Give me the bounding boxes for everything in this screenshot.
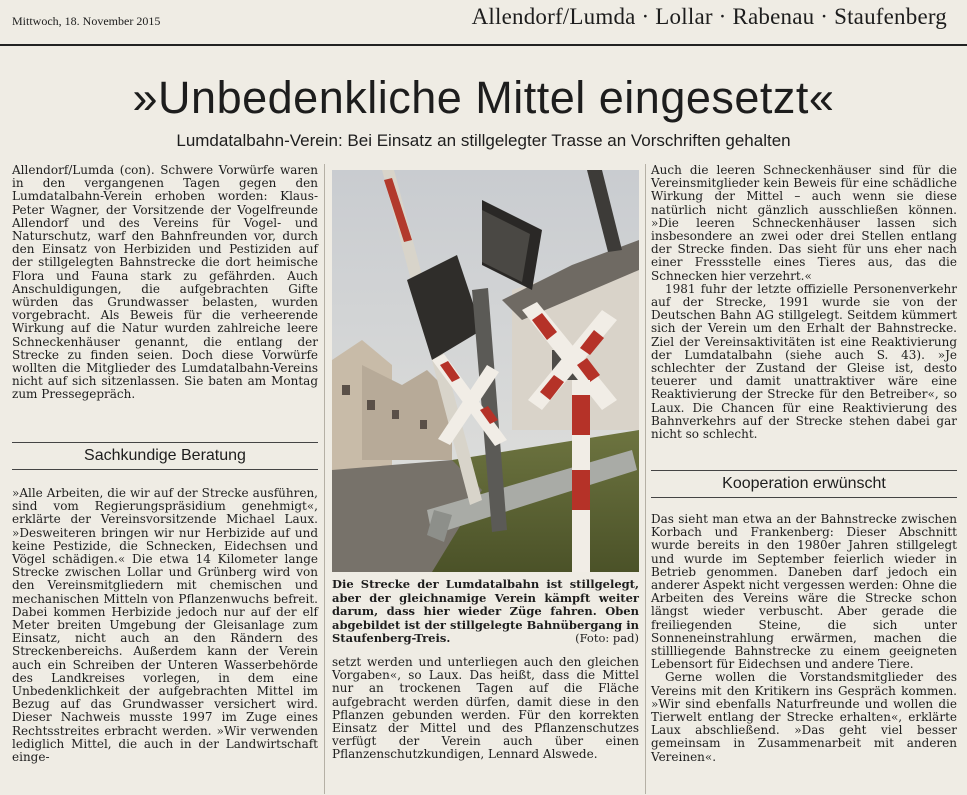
article-paragraph: 1981 fuhr der letzte offizielle Personenverkehr auf der Strecke, 1991 wurde sie von der Deutschen Bahn AG stillgelegt. Seitdem kümmert sich der Verein um den Erhalt der Bahnstrecke. Ziel der Vereinsaktivitäten ist eine Reaktivierung der Lumdatalbahn (siehe auch S. 43). »Je schlechter der Zustand der Gleise ist, desto teuerer und damit unattraktiver wäre eine Reaktivierung der Strecke für den Betreiber«, so Laux. Die Chancen für eine Reaktivierung des Bahnverkehrs auf der Strecke stehen dabei gar nicht so schlecht. <box>651 281 957 442</box>
article-paragraph: Auch die leeren Schneckenhäuser sind für die Vereinsmitglieder kein Beweis für eine schädliche Wirkung der Mittel – auch wenn sie diese natürlich nicht gänzlich ausschließen können. »Die leeren Schneckenhäuser lassen sich insbesondere an zwei oder drei Stellen entlang der Strecke finden. Das sieht für uns eher nach einer Fressstelle eines Tieres aus, das die Schnecken hier verzehrt.« <box>651 163 957 283</box>
article-column-1-continued <box>12 487 318 764</box>
article-column-3 <box>651 164 957 441</box>
section-subtitle: Kooperation erwünscht <box>651 470 957 498</box>
region-header: Allendorf/Lumda · Lollar · Rabenau · Staufenberg <box>471 4 947 29</box>
article-paragraph: »Alle Arbeiten, die wir auf der Strecke ausführen, sind vom Regierungspräsidium genehmigt«, erklärte der Vereinsvorsitzende Michael Laux. »Desweiteren bringen wir nur Herbizide auf und keine Pestizide, die Schnecken, Eidechsen und Vögel schädigen.« Die etwa 14 Kilometer lange Strecke zwischen Lollar und Grünberg wird von den Vereinsmitgliedern mit chemischen und mechanischen Mitteln von Pflanzenwuchs befreit. Dabei kommen Herbizide jedoch nur auf der elf Meter breiten Umgebung der Gleisanlage zum Einsatz, nicht auch an den Rändern des Streckenbereichs. Außerdem kann der Verein auch ein Schreiben der Unteren Wasserbehörde des Landkreises vorlegen, in dem eine Unbedenklichkeit der aufgebrachten Mittel im Bezug auf das Grundwasser versichert wird. Dieser Nachweis musste 1997 im Zuge eines Rechtsstreites erbracht werden. »Wir verwenden lediglich Mittel, die auch in der Landwirtschaft einge- <box>12 486 318 765</box>
column-divider <box>645 164 646 794</box>
article-paragraph: Gerne wollen die Vorstandsmitglieder des Vereins mit den Kritikern ins Gespräch kommen. »Wir sind ebenfalls Naturfreunde und wollen die Tierwelt entlang der Strecke erhalten«, erklärte Laux abschließend. »Das geht viel besser gemeinsam in Zusammenarbeit mit anderen Vereinen«. <box>651 670 957 764</box>
issue-date: Mittwoch, 18. November 2015 <box>12 14 161 28</box>
article-headline: »Unbedenkliche Mittel eingesetzt« <box>132 72 835 123</box>
article-paragraph: Das sieht man etwa an der Bahnstrecke zwischen Korbach und Frankenberg: Dieser Abschnitt wurde bereits in den 1980er Jahren stillgelegt und wurde im September feierlich wieder in Betrieb genommen. Daneben darf jedoch ein anderer Aspekt nicht vergessen werden: Ohne die Arbeiten des Vereins wäre die Strecke schon längst wieder verbuscht. Aber gerade die freiliegenden Steine, die sich unter Sonneneinstrahlung erwärmen, machen die stillliegende Bahnstrecke zu einem geeigneten Lebensort für Eidechsen und andere Tiere. <box>651 512 957 672</box>
article-paragraph: Allendorf/Lumda (con). Schwere Vorwürfe waren in den vergangenen Tagen gegen den Lumdatalbahn-Verein erhoben worden: Klaus-Peter Wagner, der Vorsitzende der Vogelfreunde Allendorf und des Vereins für Vogel- und Naturschutz, warf den Bahnfreunden vor, durch den Einsatz von Herbiziden und Pestiziden auf der stillgelegten Bahnstrecke die dort heimische Flora und Fauna stark zu gefährden. Auch Anschuldigungen, die aufgebrachten Gifte würden das Grundwasser belasten, wurden vorgebracht. Als Beweis für die verheerende Wirkung auf die Natur wurden zahlreiche leere Schneckenhäuser genannt, die entlang der Strecke zu finden seien. Doch diese Vorwürfe wollten die Mitglieder des Lumdatalbahn-Vereins nicht auf sich sitzenlassen. Sie baten am Montag zum Pressegepräch. <box>12 163 318 402</box>
article-subheadline: Lumdatalbahn-Verein: Bei Einsatz an stillgelegter Trasse an Vorschriften gehalten <box>176 131 791 150</box>
caption-text: Die Strecke der Lumdatalbahn ist stillgelegt, aber der gleichnamige Verein kämpft weiter darum, dass hier wieder Züge fahren. Oben abgebildet ist der stillgelegte Bahnübergang in Staufenberg-Treis. <box>332 577 639 646</box>
photo-caption <box>332 578 639 646</box>
article-paragraph: setzt werden und unterliegen auch den gleichen Vorgaben«, so Laux. Das heißt, dass die Mittel nur an trockenen Tagen auf die Fläche aufgebracht werden dürfen, damit diese in den Pflanzen gebunden werden. Für den korrekten Einsatz der Mittel und des Pflanzenschutzes verfügt der Verein auch über einen Pflanzenschutzkundigen, Lennard Alswede. <box>332 655 639 762</box>
section-subtitle: Sachkundige Beratung <box>12 442 318 470</box>
article-column-1 <box>12 164 318 402</box>
article-photo <box>332 170 639 572</box>
railway-crossing-photo <box>332 170 639 572</box>
article-column-3-continued <box>651 513 957 764</box>
page-header <box>0 0 967 46</box>
photo-credit: (Foto: pad) <box>575 631 639 646</box>
column-divider <box>324 164 325 794</box>
article-column-2-continued <box>332 656 639 762</box>
